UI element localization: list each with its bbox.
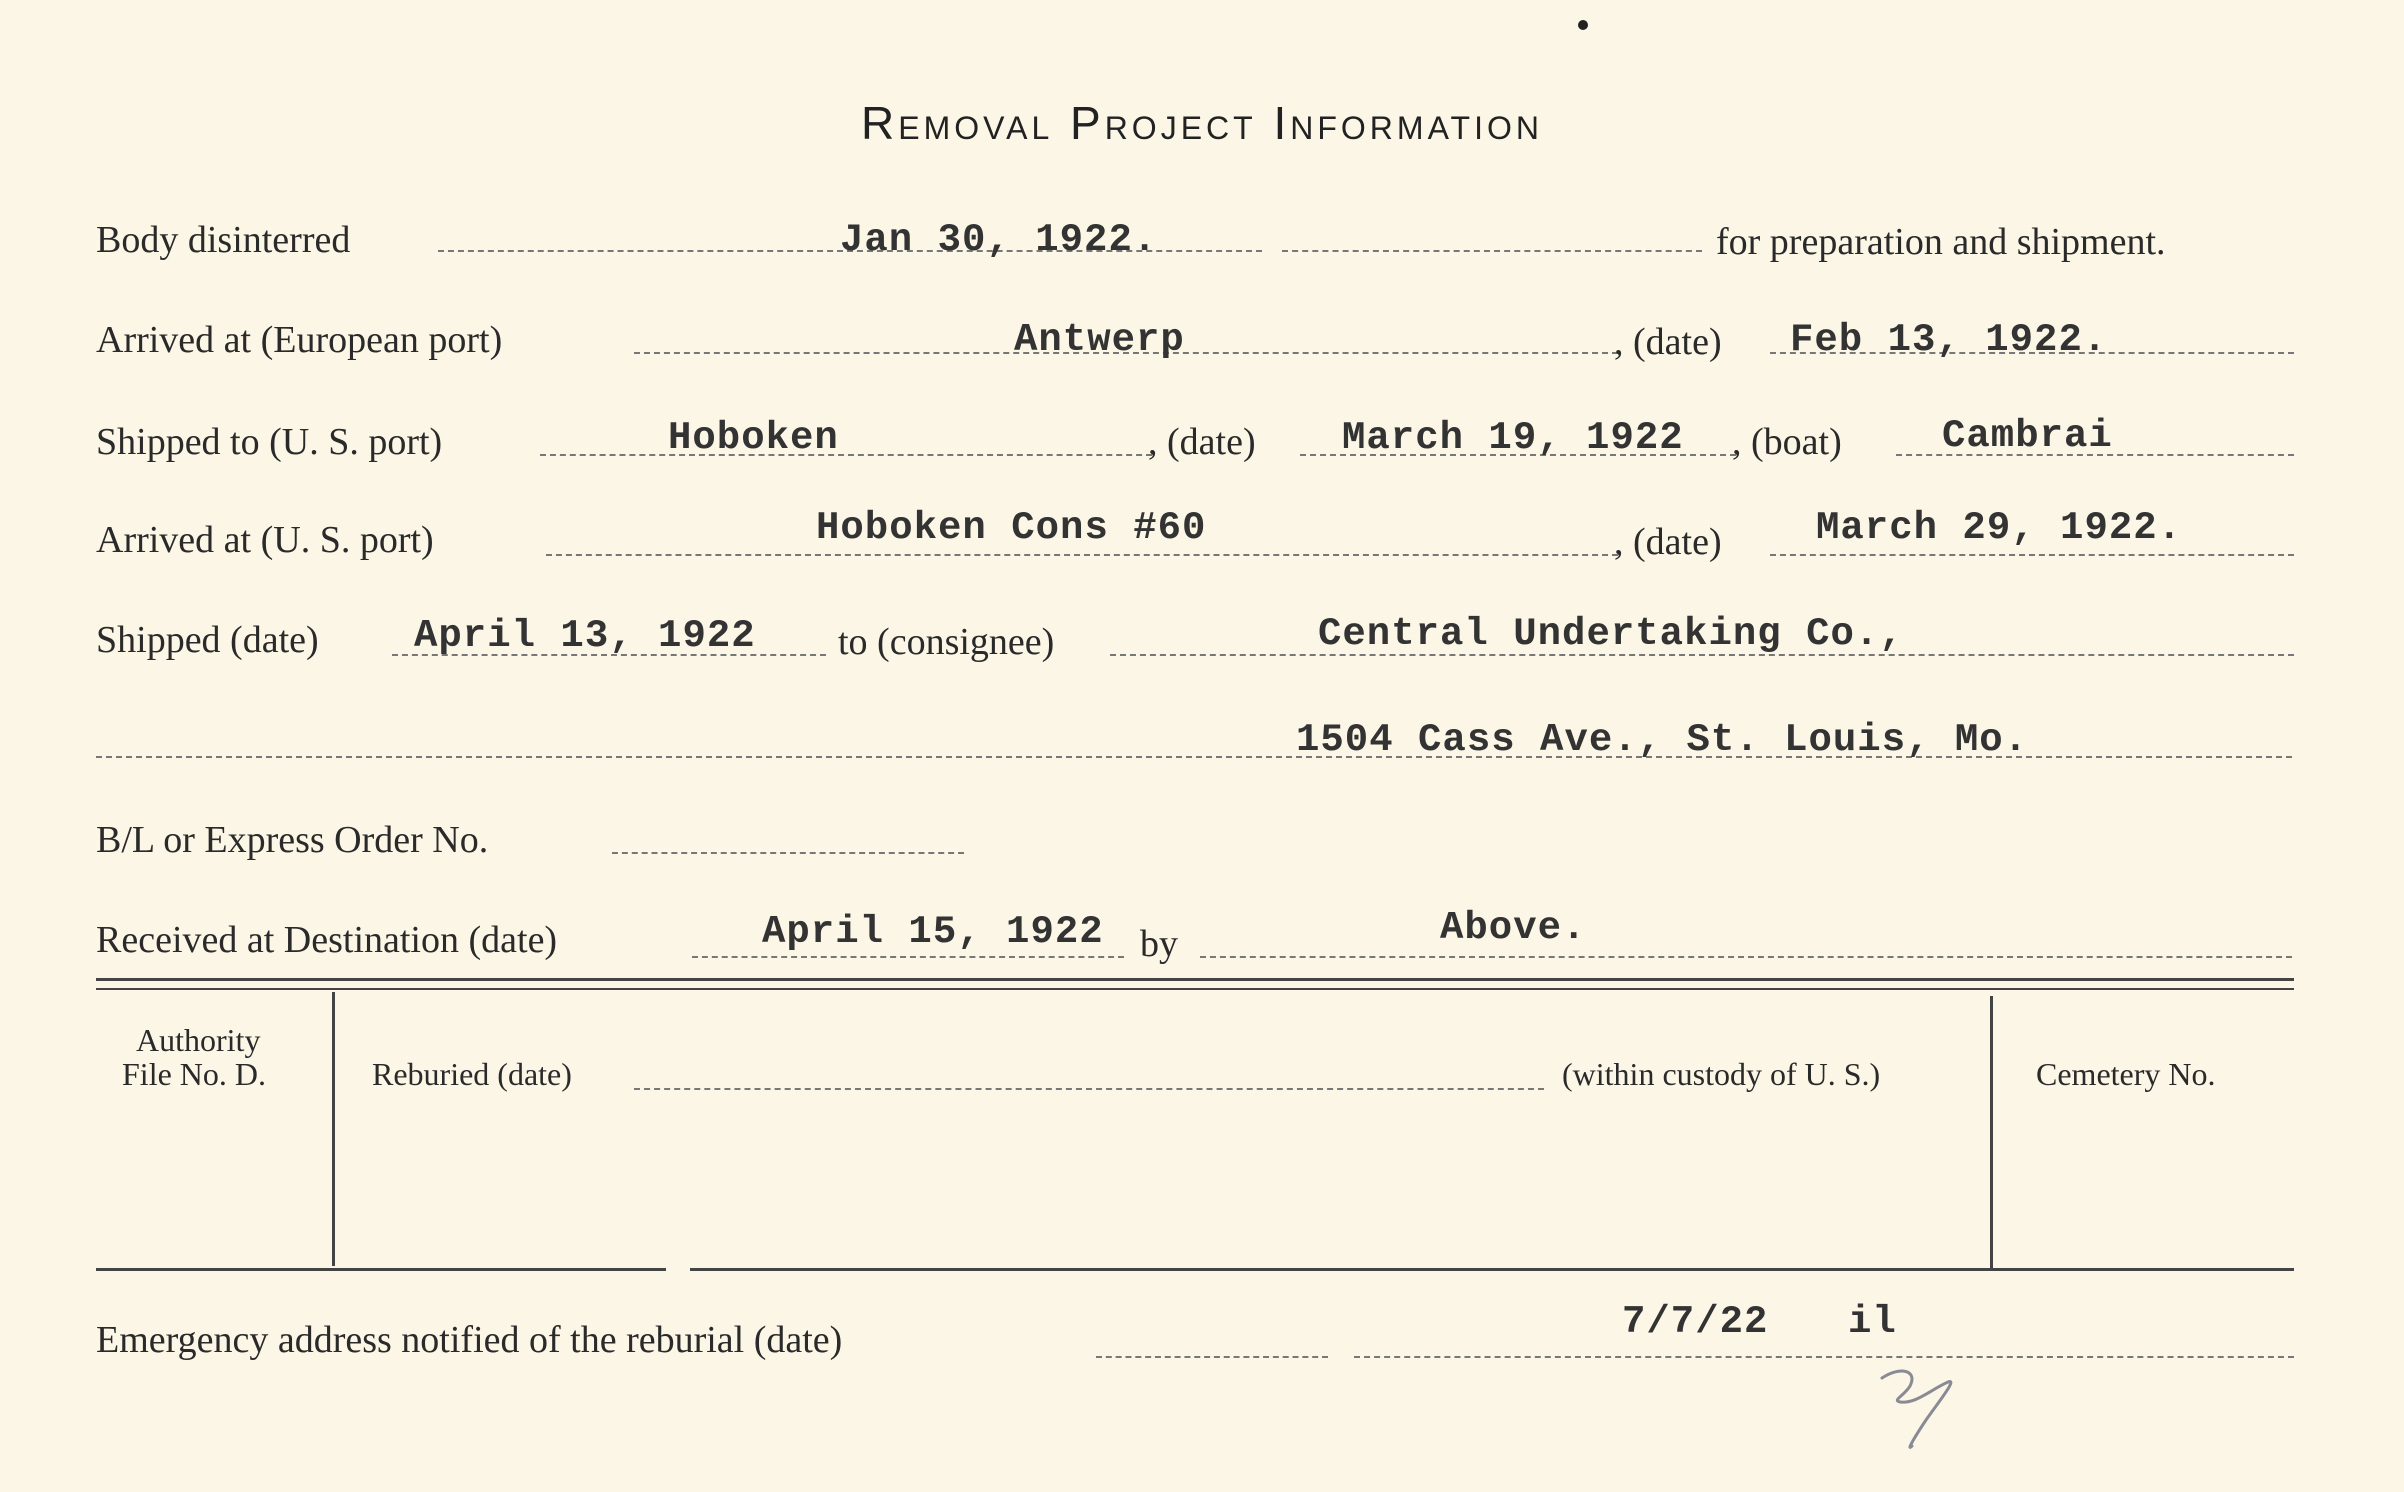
cemetery-no-label: Cemetery No. [2036, 1056, 2216, 1092]
body-disinterred-value: Jan 30, 1922. [840, 218, 1158, 262]
us-port-shipped-label: Shipped to (U. S. port) [96, 421, 443, 463]
emergency-label: Emergency address notified of the reburial (date) [96, 1319, 843, 1361]
table-divider-right [1990, 996, 1993, 1270]
us-port-arrived-value: Hoboken Cons #60 [816, 506, 1207, 550]
bl-order-line [612, 852, 964, 854]
received-destination-label: Received at Destination (date) [96, 919, 558, 961]
form-title: Removal Project Information [861, 97, 1543, 149]
table-top-rule [96, 978, 2294, 981]
european-port-label: Arrived at (European port) [96, 319, 503, 361]
table-top-rule-2 [96, 988, 2294, 990]
european-date-label: , (date) [1614, 321, 1722, 363]
arrived-date-line [1770, 554, 2294, 556]
consignee-address: 1504 Cass Ave., St. Louis, Mo. [1296, 718, 2029, 762]
emergency-initials: il [1848, 1300, 1897, 1344]
shipped-date: April 13, 1922 [414, 614, 756, 658]
custody-label: (within custody of U. S.) [1562, 1056, 1881, 1092]
arrived-date-label: , (date) [1614, 521, 1722, 563]
received-by-line [1200, 956, 2292, 958]
consignee-value: Central Undertaking Co., [1318, 612, 1904, 656]
body-disinterred-line-2 [1282, 250, 1702, 252]
emergency-line-2 [1354, 1356, 2294, 1358]
us-port-arrived-line [546, 554, 1618, 556]
preparation-shipment-label: for preparation and shipment. [1716, 221, 2166, 263]
pencil-mark-icon [1870, 1360, 1980, 1460]
received-by-value: Above. [1440, 906, 1587, 950]
european-date-value: Feb 13, 1922. [1790, 318, 2108, 362]
european-port-value: Antwerp [1014, 318, 1185, 362]
shipped-label: Shipped (date) [96, 619, 319, 661]
ink-dot [1578, 20, 1588, 30]
received-date-line [692, 956, 1124, 958]
emergency-date: 7/7/22 [1622, 1300, 1769, 1344]
consignee-label: to (consignee) [838, 621, 1055, 663]
us-port-arrived-label: Arrived at (U. S. port) [96, 519, 434, 561]
authority-label: Authority [136, 1022, 261, 1058]
shipped-date-label: , (date) [1148, 421, 1256, 463]
bl-order-label: B/L or Express Order No. [96, 819, 489, 861]
file-no-label: File No. D. [122, 1056, 266, 1092]
us-port-shipped-value: Hoboken [668, 416, 839, 460]
table-divider-left [332, 992, 335, 1266]
us-port-shipped-line [540, 454, 1152, 456]
body-disinterred-label: Body disinterred [96, 219, 351, 261]
boat-value: Cambrai [1942, 414, 2113, 458]
table-bottom-rule-2 [690, 1268, 2294, 1271]
received-by-label: by [1140, 923, 1178, 965]
table-bottom-rule-1 [96, 1268, 666, 1271]
reburied-label: Reburied (date) [372, 1056, 572, 1092]
reburied-line [634, 1088, 1544, 1090]
boat-label: , (boat) [1732, 421, 1842, 463]
shipped-date-value: March 19, 1922 [1342, 416, 1684, 460]
arrived-date-value: March 29, 1922. [1816, 506, 2183, 550]
emergency-line-1 [1096, 1356, 1328, 1358]
received-date-value: April 15, 1922 [762, 910, 1104, 954]
